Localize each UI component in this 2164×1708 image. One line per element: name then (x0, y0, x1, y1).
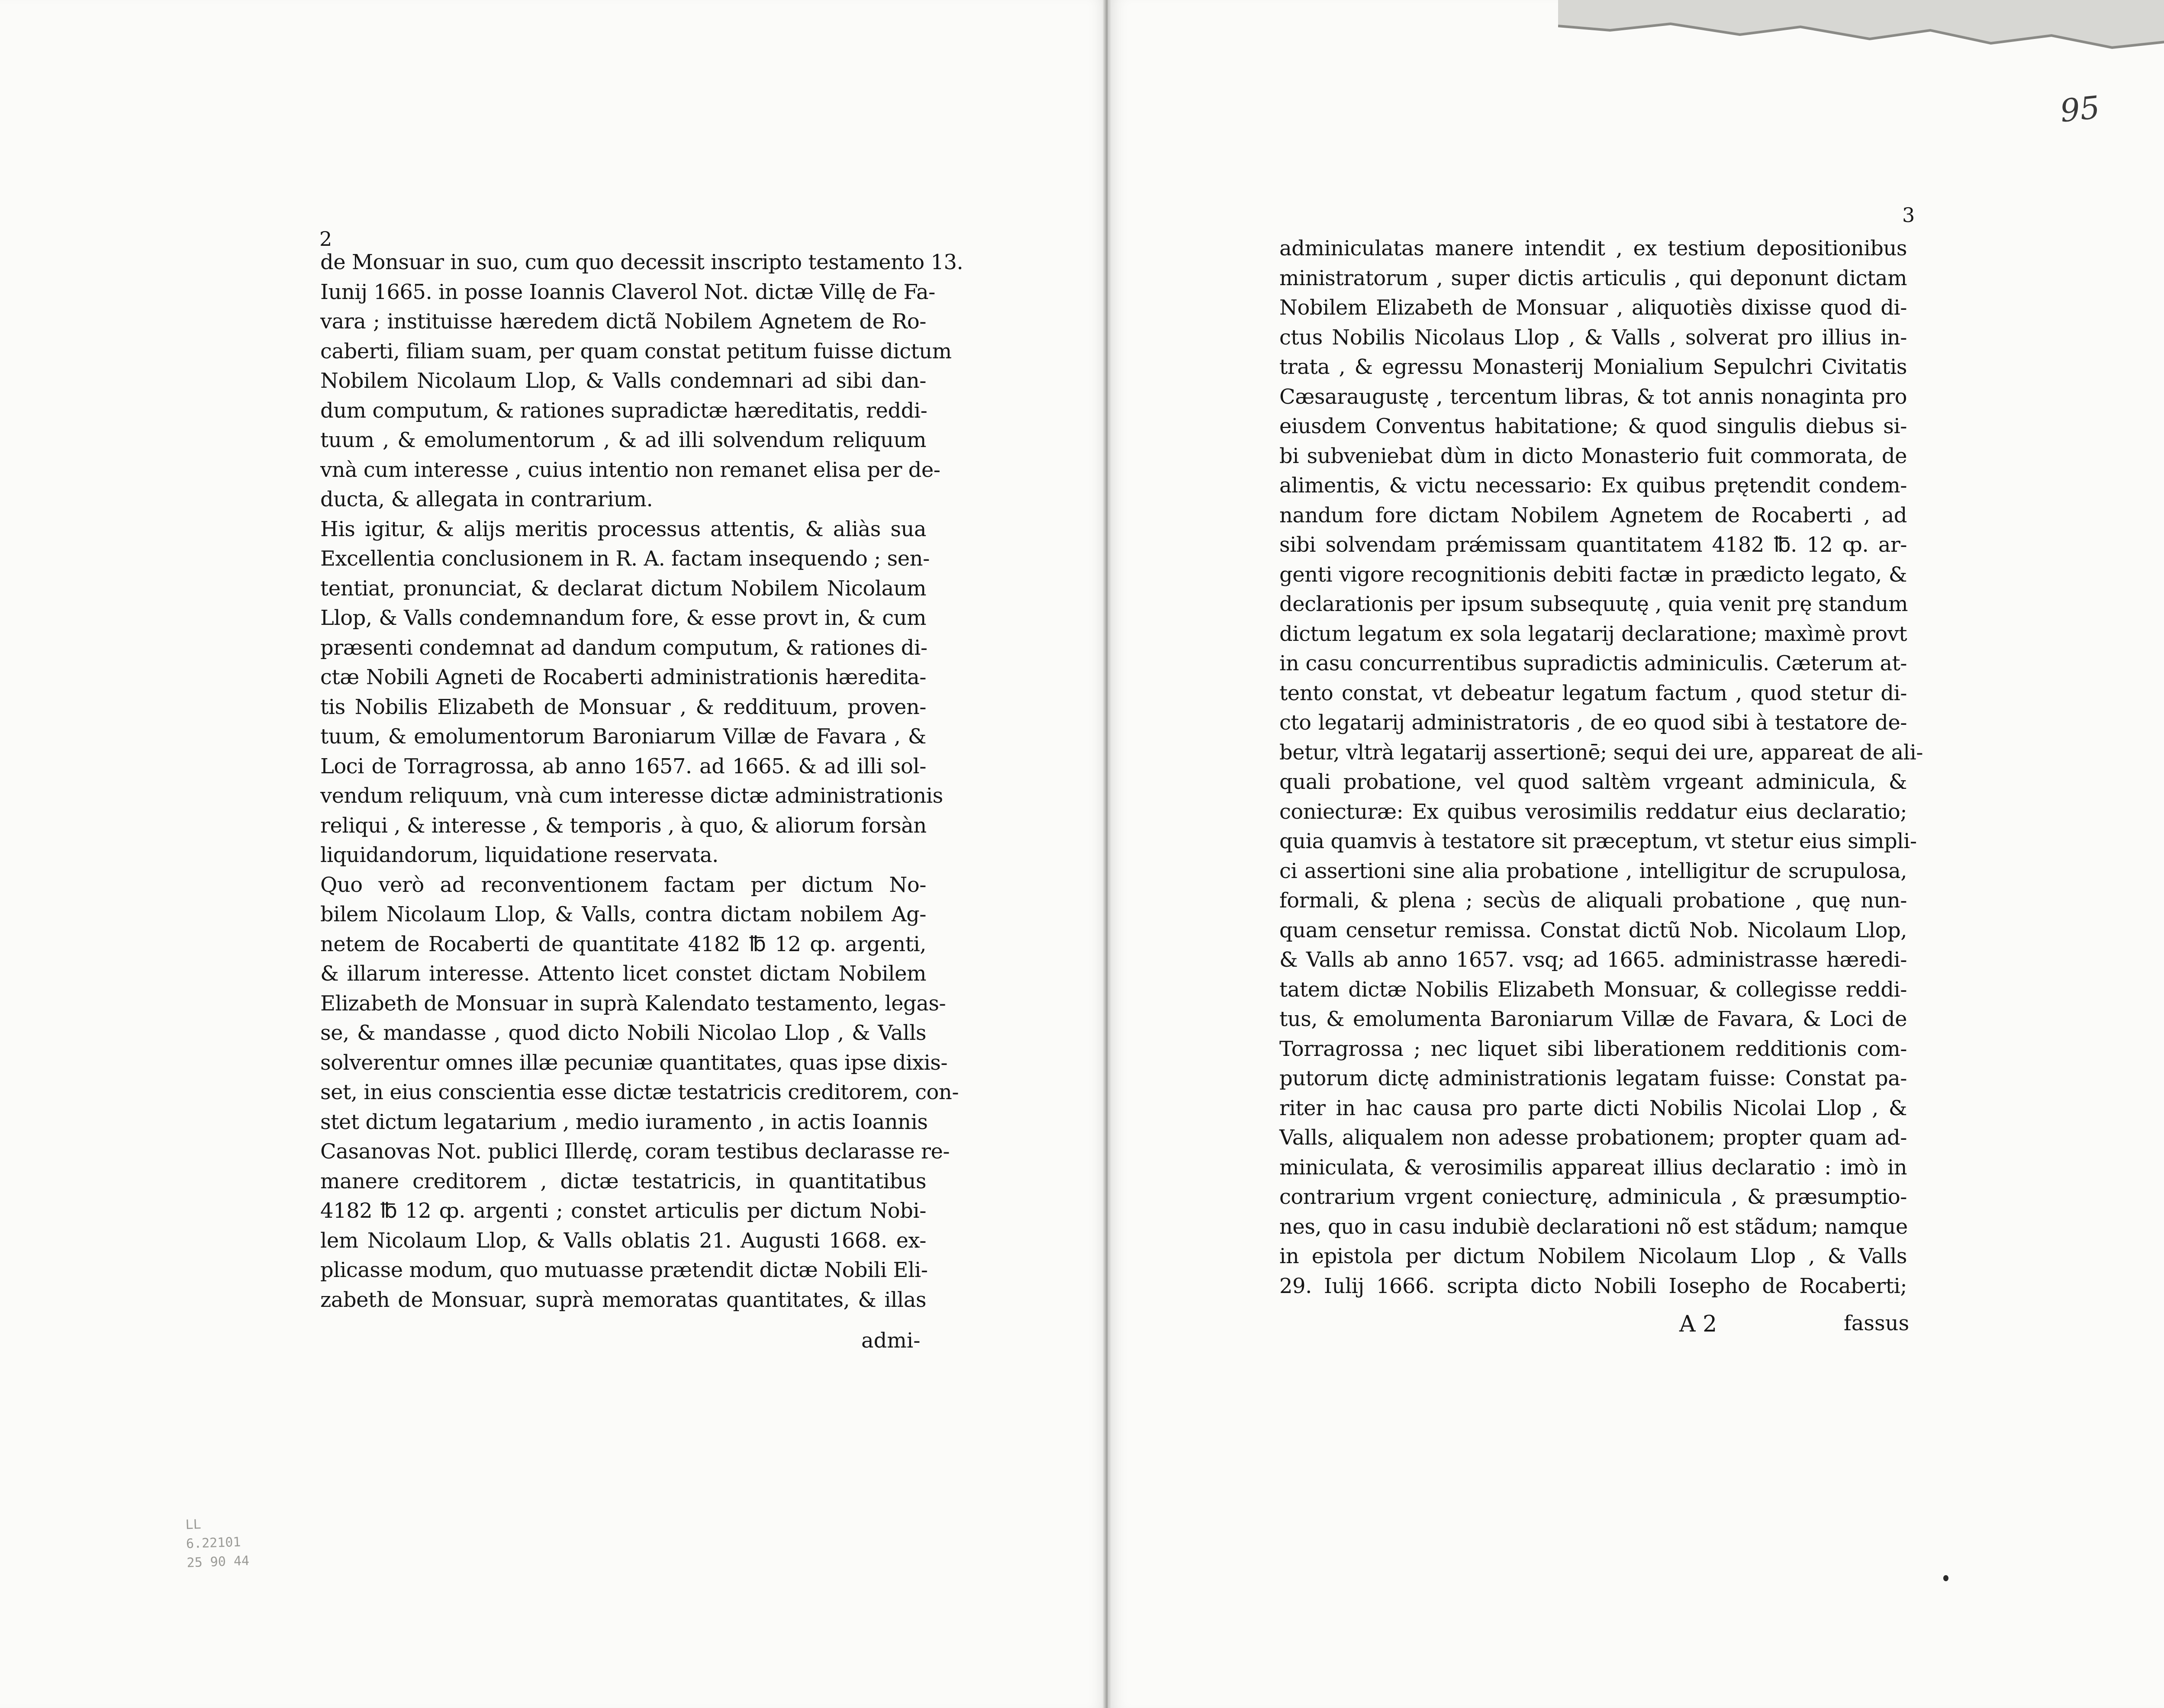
ink-speck (1943, 1575, 1948, 1581)
stamp-line: 6.22101 (186, 1534, 241, 1552)
signature-mark: A 2 (1679, 1311, 1717, 1337)
text-line: in casu concurrentibus supradictis adminiculis. Cæterum at- (1279, 651, 1907, 675)
right-page-number: 3 (1902, 203, 1915, 227)
text-line: tuum , & emolumentorum , & ad illi solvendum reliquum (320, 428, 926, 452)
text-line: liquidandorum, liquidatione reservata. (320, 843, 718, 867)
text-line: quam censetur remissa. Constat dictũ Nob. Nicolaum Llop, (1279, 918, 1907, 942)
text-line: bi subveniebat dùm in dicto Monasterio fuit commorata, de (1279, 444, 1907, 468)
text-line: netem de Rocaberti de quantitate 4182 ℔ 12 ȹ. argenti, (320, 932, 926, 956)
text-line: lem Nicolaum Llop, & Valls oblatis 21. Augusti 1668. ex- (320, 1228, 926, 1253)
right-page-text (1279, 234, 1923, 1301)
text-line: tatem dictæ Nobilis Elizabeth Monsuar, & collegisse reddi- (1279, 977, 1907, 1002)
text-line: Iunij 1665. in posse Ioannis Claverol Not. dictæ Villę de Fa- (320, 280, 935, 304)
text-line: se, & mandasse , quod dicto Nobili Nicolao Llop , & Valls (320, 1021, 926, 1045)
text-line: stet dictum legatarium , medio iuramento , in actis Ioannis (320, 1110, 928, 1134)
text-line: ducta, & allegata in contrarium. (320, 487, 653, 511)
text-line: tis Nobilis Elizabeth de Monsuar , & reddituum, proven- (320, 695, 926, 719)
text-line: coniecturæ: Ex quibus verosimilis reddatur eius declaratio; (1279, 799, 1907, 824)
left-page-number: 2 (319, 227, 332, 251)
text-line: cto legatarij administratoris , de eo quod sibi à testatore de- (1279, 711, 1907, 735)
text-line: Elizabeth de Monsuar in suprà Kalendato testamento, legas- (320, 991, 946, 1016)
text-line: Nobilem Nicolaum Llop, & Valls condemnari ad sibi dan- (320, 369, 926, 393)
text-line: set, in eius conscientia esse dictæ testatricis creditorem, con- (320, 1080, 959, 1104)
text-line: 4182 ℔ 12 ȹ. argenti ; constet articulis per dictum Nobi- (320, 1199, 926, 1223)
text-line: alimentis, & victu necessario: Ex quibus prętendit condem- (1279, 473, 1907, 498)
text-line: vara ; instituisse hæredem dictã Nobilem Agnetem de Ro- (320, 309, 926, 334)
right-catchword: fassus (1844, 1311, 1910, 1335)
text-line: bilem Nicolaum Llop, & Valls, contra dictam nobilem Ag- (320, 902, 926, 926)
text-line: Cæsaraugustę , tercentum libras, & tot annis nonaginta pro (1279, 384, 1907, 409)
text-line: miniculata, & verosimilis appareat illius declaratio : imò in (1279, 1155, 1907, 1180)
text-line: ci assertioni sine alia probatione , intelligitur de scrupulosa, (1279, 859, 1907, 883)
text-line: quia quamvis à testatore sit præceptum, vt stetur eius simpli- (1279, 829, 1917, 853)
folio-mark: 95 (2058, 89, 2102, 129)
text-line: declarationis per ipsum subsequutę , quia venit prę standum (1279, 592, 1908, 616)
text-line: Excellentia conclusionem in R. A. factam insequendo ; sen- (320, 547, 930, 571)
text-line: tento constat, vt debeatur legatum factum , quod stetur di- (1279, 681, 1907, 705)
text-line: Quo verò ad reconventionem factam per dictum No- (320, 872, 926, 897)
text-line: de Monsuar in suo, cum quo decessit inscripto testamento 13. (320, 250, 963, 274)
text-line: quali probatione, vel quod saltèm vrgeant adminicula, & (1279, 770, 1907, 794)
text-line: Casanovas Not. publici Illerdę, coram testibus declarasse re- (320, 1139, 950, 1164)
text-line: adminiculatas manere intendit , ex testium depositionibus (1279, 236, 1907, 261)
text-line: & illarum interesse. Attento licet constet dictam Nobilem (320, 962, 926, 986)
text-line: dum computum, & rationes supradictæ hæreditatis, reddi- (320, 398, 927, 423)
text-line: præsenti condemnat ad dandum computum, & rationes di- (320, 635, 927, 660)
stamp-line: LL (185, 1517, 202, 1533)
text-line: reliqui , & interesse , & temporis , à quo, & aliorum forsàn (320, 813, 927, 838)
torn-paper-edge (1558, 0, 2164, 65)
text-line: dictum legatum ex sola legatarij declaratione; maxìmè provt (1279, 621, 1907, 646)
text-line: vendum reliquum, vnà cum interesse dictæ administrationis (320, 784, 943, 808)
text-line: nes, quo in casu indubiè declarationi nõ est stãdum; namque (1279, 1214, 1908, 1239)
text-line: genti vigore recognitionis debiti factæ in prædicto legato, & (1279, 562, 1907, 587)
text-line: Valls, aliqualem non adesse probationem; propter quam ad- (1279, 1126, 1907, 1150)
text-line: 29. Iulij 1666. scripta dicto Nobili Iosepho de Rocaberti; (1279, 1274, 1907, 1298)
text-line: manere creditorem , dictæ testatricis, in quantitatibus (320, 1169, 926, 1193)
text-line: plicasse modum, quo mutuasse prætendit dictæ Nobili Eli- (320, 1258, 928, 1282)
text-line: ctæ Nobili Agneti de Rocaberti administrationis hæredita- (320, 665, 926, 689)
text-line: Torragrossa ; nec liquet sibi liberationem redditionis com- (1279, 1036, 1907, 1061)
text-line: solverentur omnes illæ pecuniæ quantitates, quas ipse dixis- (320, 1050, 948, 1075)
text-line: contrarium vrgent coniecturę, adminicula , & præsumptio- (1279, 1185, 1907, 1209)
text-line: trata , & egressu Monasterij Monialium Sepulchri Civitatis (1279, 355, 1907, 379)
left-catchword: admi- (861, 1328, 921, 1353)
text-line: ministratorum , super dictis articulis , qui deponunt dictam (1279, 266, 1907, 290)
text-line: vnà cum interesse , cuius intentio non remanet elisa per de- (320, 457, 940, 482)
text-line: riter in hac causa pro parte dicti Nobilis Nicolai Llop , & (1279, 1096, 1907, 1120)
text-line: tus, & emolumenta Baroniarum Villæ de Favara, & Loci de (1279, 1007, 1907, 1031)
text-line: formali, & plena ; secùs de aliquali probatione , quę nun- (1279, 888, 1907, 913)
left-page-text (320, 248, 963, 1315)
text-line: eiusdem Conventus habitatione; & quod singulis diebus si- (1279, 414, 1907, 438)
text-line: sibi solvendam prǽmissam quantitatem 4182 ℔. 12 ȹ. ar- (1279, 533, 1907, 557)
text-line: & Valls ab anno 1657. vsq; ad 1665. administrasse hæredi- (1279, 948, 1907, 972)
text-line: Llop, & Valls condemnandum fore, & esse provt in, & cum (320, 606, 926, 630)
text-line: His igitur, & alijs meritis processus attentis, & aliàs sua (320, 517, 926, 541)
stamp-line: 25 90 44 (186, 1553, 250, 1571)
text-line: zabeth de Monsuar, suprà memoratas quantitates, & illas (320, 1287, 926, 1312)
text-line: Nobilem Elizabeth de Monsuar , aliquotiès dixisse quod di- (1279, 296, 1907, 320)
text-line: caberti, filiam suam, per quam constat petitum fuisse dictum (320, 339, 952, 363)
text-line: tentiat, pronunciat, & declarat dictum Nobilem Nicolaum (320, 576, 926, 601)
text-line: in epistola per dictum Nobilem Nicolaum Llop , & Valls (1279, 1244, 1907, 1268)
text-line: tuum, & emolumentorum Baroniarum Villæ de Favara , & (320, 724, 926, 749)
text-line: putorum dictę administrationis legatam fuisse: Constat pa- (1279, 1066, 1907, 1090)
text-line: Loci de Torragrossa, ab anno 1657. ad 1665. & ad illi sol- (320, 754, 926, 778)
archive-stamp (185, 1514, 250, 1573)
text-line: betur, vltrà legatarij assertionē; sequi dei ure, appareat de ali- (1279, 740, 1923, 765)
text-line: ctus Nobilis Nicolaus Llop , & Valls , solverat pro illius in- (1279, 325, 1907, 350)
text-line: nandum fore dictam Nobilem Agnetem de Rocaberti , ad (1279, 503, 1907, 528)
